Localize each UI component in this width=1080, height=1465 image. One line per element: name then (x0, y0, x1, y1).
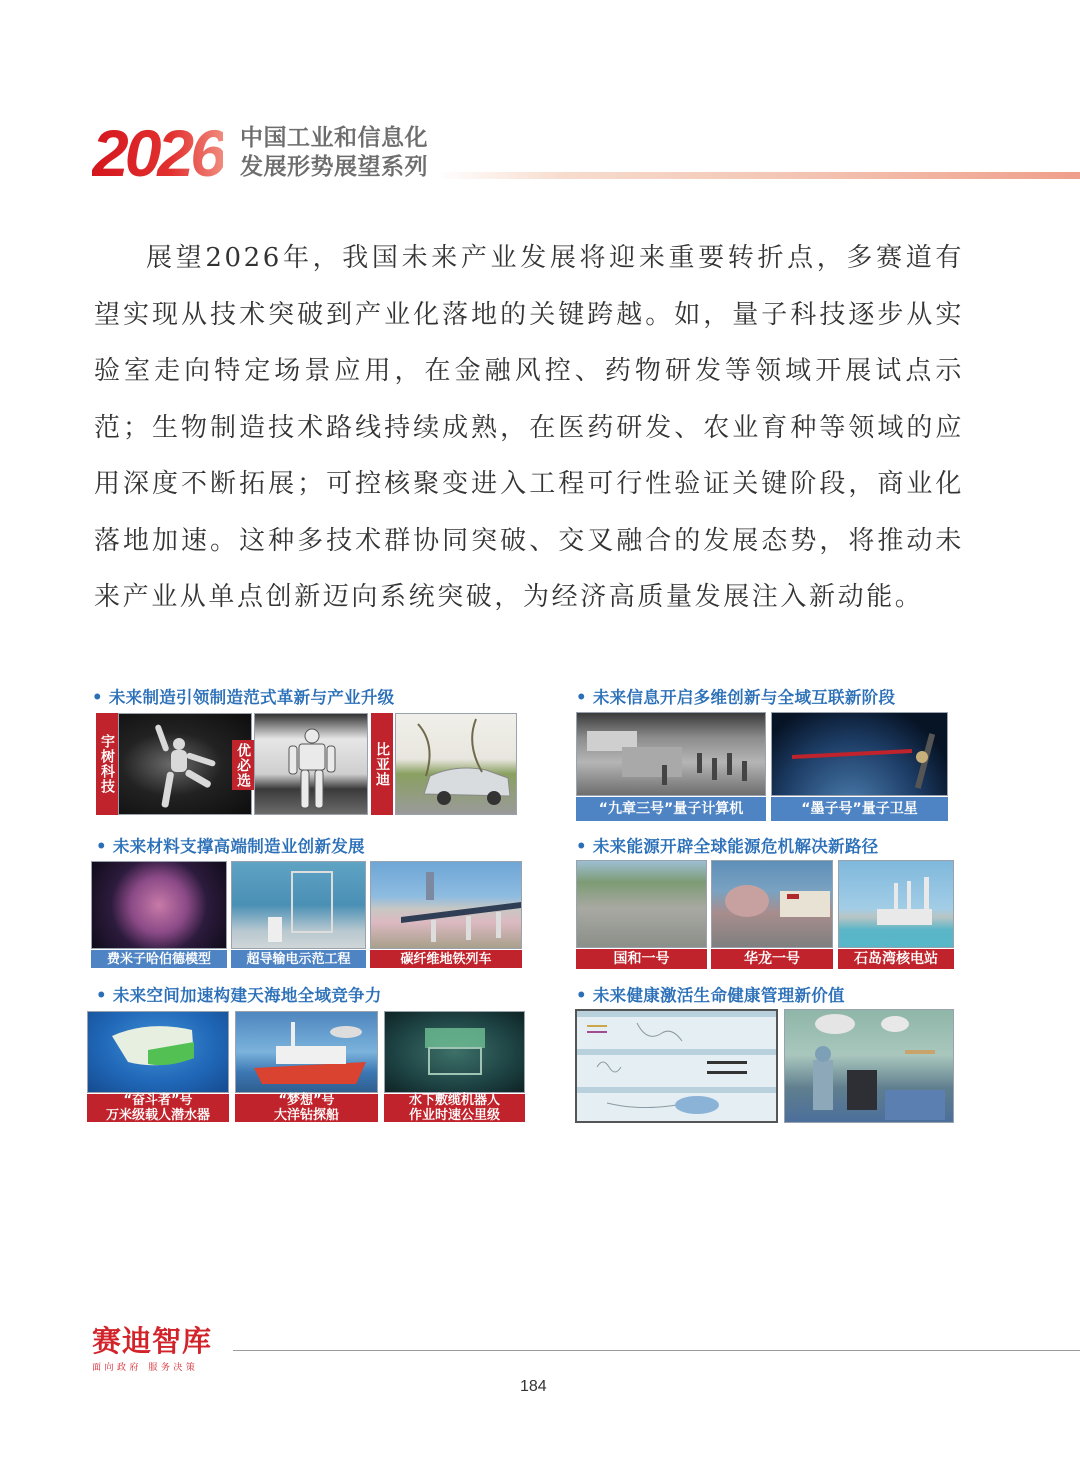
section-title-text: 未来健康激活生命健康管理新价值 (592, 986, 845, 1005)
image-underwater-cable-robot (384, 1011, 525, 1093)
brand-slogan: 面向政府 服务决策 (92, 1363, 199, 1373)
section-title-text: 未来材料支撑高端制造业创新发展 (112, 837, 365, 856)
caption-carbon-fiber-train: 碳纤维地铁列车 (370, 950, 522, 968)
caption-fendouzhe (87, 1094, 229, 1122)
caption-line1: 水下敷缆机器人 (408, 1093, 500, 1108)
image-hualong-one (711, 860, 833, 948)
brand-name: 赛迪智库 (92, 1324, 213, 1358)
page-number: 184 (520, 1378, 547, 1395)
caption-mengxiang (235, 1094, 378, 1122)
section-title-manufacturing (92, 684, 394, 708)
bullet-icon: • (576, 986, 587, 1005)
image-shidaowan-nuclear (838, 860, 954, 948)
bullet-icon: • (96, 986, 107, 1005)
caption-mozi: “墨子号”量子卫星 (771, 797, 948, 821)
caption-hualong-one: 华龙一号 (711, 949, 833, 969)
bullet-icon: • (92, 688, 103, 707)
caption-line2: 大洋钻探船 (273, 1108, 339, 1123)
section-title-space (96, 982, 382, 1006)
image-fendouzhe-submersible (87, 1011, 229, 1093)
caption-byd: 比亚迪 (371, 713, 393, 815)
image-surgery-room (784, 1009, 954, 1123)
image-mengxiang-drilling-ship (235, 1011, 378, 1093)
image-quantum-satellite-mozi (771, 712, 948, 796)
image-quantum-computer-jiuzhang (576, 712, 766, 796)
image-guohe-one (576, 860, 707, 948)
caption-shidaowan: 石岛湾核电站 (838, 949, 954, 969)
image-carbon-fiber-subway (370, 861, 522, 949)
section-title-text: 未来信息开启多维创新与全域互联新阶段 (592, 688, 896, 707)
bullet-icon: • (576, 837, 587, 856)
section-title-energy (576, 833, 878, 857)
image-rna-diagram (575, 1009, 778, 1123)
caption-unitree: 宇树科技 (96, 713, 118, 815)
image-byd-car (395, 713, 517, 815)
section-title-information (576, 684, 895, 708)
series-title-line2: 发展形势展望系列 (240, 154, 428, 180)
footer-divider (233, 1350, 1080, 1351)
image-humanoid-robot (254, 713, 368, 815)
caption-cable-robot (384, 1094, 525, 1122)
section-title-materials (96, 833, 365, 857)
caption-guohe-one: 国和一号 (576, 949, 707, 969)
bullet-icon: • (96, 837, 107, 856)
caption-superconducting: 超导输电示范工程 (231, 950, 366, 968)
caption-line1: “奋斗者”号 (123, 1093, 193, 1108)
body-paragraph: 展望2026年，我国未来产业发展将迎来重要转折点，多赛道有望实现从技术突破到产业化落地的关键跨越。如，量子科技逐步从实验室走向特定场景应用，在金融风控、药物研发等领域开展试点示范；生物制造技术路线持续成熟，在医药研发、农业育种等领域的应用深度不断拓展；可控核聚变进入工程可行性验证关键阶段，商业化落地加速。这种多技术群协同突破、交叉融合的发展态势，将推动未来产业从单点创新迈向系统突破，为经济高质量发展注入新动能。 (94, 243, 964, 612)
caption-line2: 万米级载人潜水器 (105, 1108, 210, 1123)
bullet-icon: • (576, 688, 587, 707)
image-superconducting-transmission (231, 861, 366, 949)
caption-ubtech: 优必选 (232, 740, 254, 790)
section-title-text: 未来能源开辟全球能源危机解决新路径 (592, 837, 879, 856)
image-fermi-hubbard-model (91, 861, 227, 949)
caption-line1: “梦想”号 (278, 1093, 335, 1108)
caption-fermi-hubbard: 费米子哈伯德模型 (91, 950, 227, 968)
logo-2026: 2026 (92, 116, 223, 190)
footer-logo (92, 1325, 212, 1373)
section-title-text: 未来空间加速构建天海地全域竞争力 (112, 986, 382, 1005)
section-title-health (576, 982, 845, 1006)
series-title-line1: 中国工业和信息化 (240, 125, 428, 151)
section-title-text: 未来制造引领制造范式革新与产业升级 (108, 688, 395, 707)
caption-jiuzhang: “九章三号”量子计算机 (576, 797, 766, 821)
caption-line2: 作业时速公里级 (408, 1108, 500, 1123)
